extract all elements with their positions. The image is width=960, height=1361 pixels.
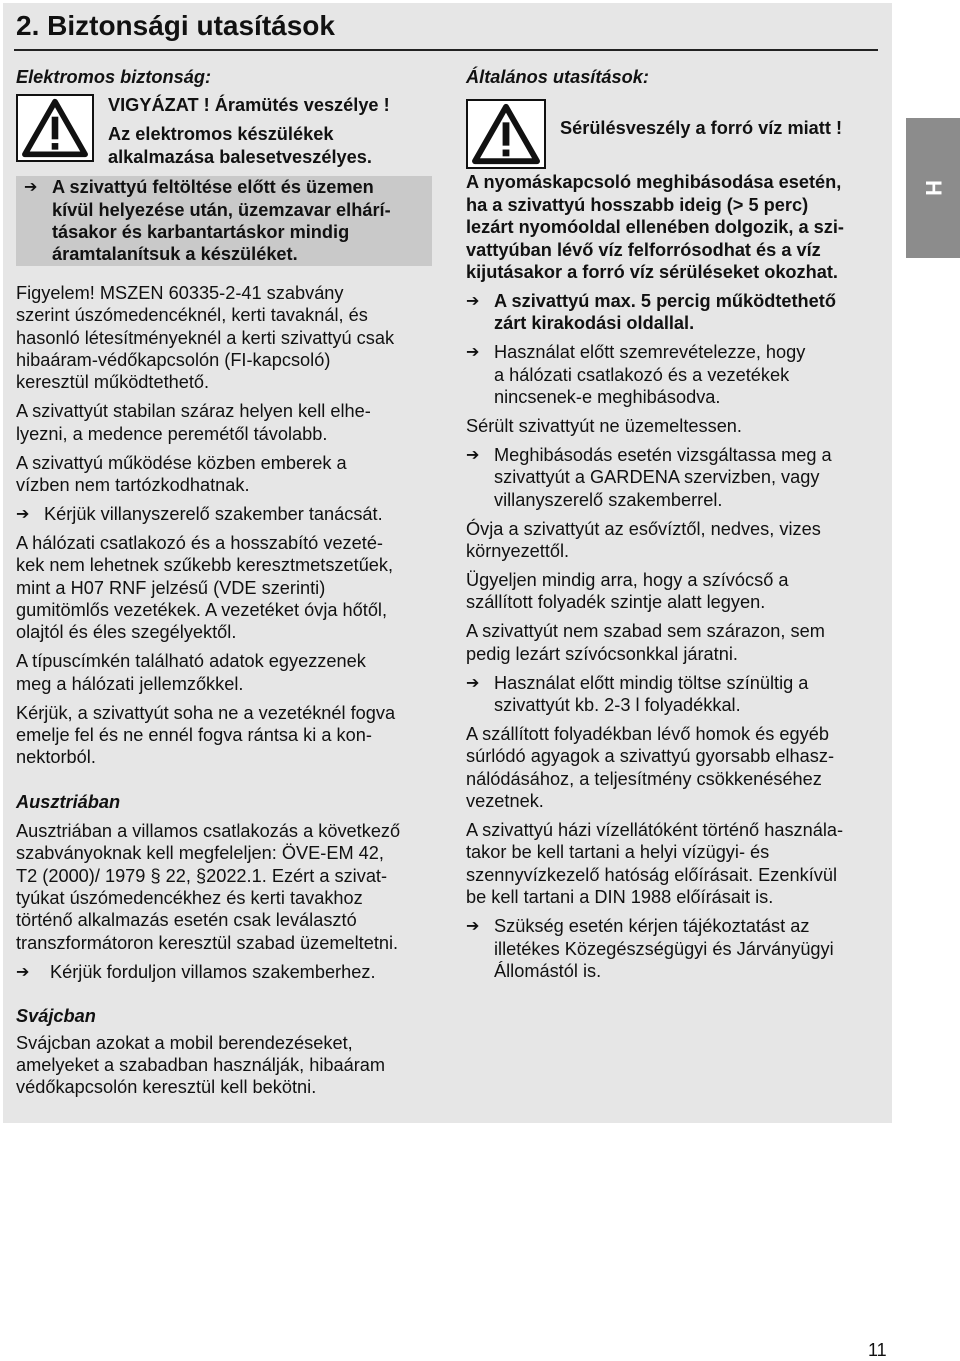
text-line: gumitömlős vezetékek. A vezetéket óvja hőtől,: [16, 600, 388, 621]
text-line: Használat előtt szemrevételezze, hogy: [494, 342, 806, 363]
text-line: kijutásakor a forró víz sérüléseket okozhat.: [466, 262, 838, 283]
hot-water-warning: [466, 99, 878, 169]
text-line: takor be kell tartani a helyi vízügyi- és: [466, 842, 770, 863]
people-paragraph: [16, 452, 436, 497]
text-line: ha a szivattyú hosszabb ideig (> 5 perc): [466, 194, 809, 215]
text-line: emelje fel és ne ennél fogva rántsa ki a kon-: [16, 725, 372, 746]
text-line: szivattyút kb. 2-3 l folyadékkal.: [494, 694, 741, 715]
text-line: A szivattyú max. 5 percig működtethető: [494, 290, 836, 311]
warning-line: VIGYÁZAT ! Áramütés veszélye !: [108, 95, 390, 116]
text-line: nincsenek-e meghibásodva.: [494, 387, 721, 408]
text-line: vattyúban lévő víz felforrósodhat és a víz: [466, 239, 821, 260]
warning-line: alkalmazása balesetveszélyes.: [108, 146, 372, 167]
electric-warning-text: [108, 94, 390, 168]
language-tab-label: H: [920, 180, 946, 196]
text-line: pedig lezárt szívócsonkkal járatni.: [466, 643, 738, 664]
text-line: transzformátoron keresztül szabad üzemeltetni.: [16, 932, 399, 953]
text-line: történő alkalmazás esetén csak leválasztó: [16, 910, 357, 931]
text-line: amelyeket a szabadban használják, hibaáram: [16, 1054, 386, 1075]
text-line: lezárt nyomóoldal ellenében dolgozik, a szi-: [466, 217, 844, 238]
text-line: A szivattyú feltöltése előtt és üzemen: [52, 177, 374, 198]
text-line: szállított folyadék szintje alatt legyen.: [466, 592, 766, 613]
damaged-pump-paragraph: Sérült szivattyút ne üzemeltessen.: [466, 415, 742, 436]
text-line: A szivattyú működése közben emberek a: [16, 452, 347, 473]
text-line: áramtalanítsuk a készüléket.: [52, 244, 298, 265]
text-line: Ügyeljen mindig arra, hogy a szívócső a: [466, 569, 789, 590]
text-line: A nyomáskapcsoló meghibásodása esetén,: [466, 172, 842, 193]
text-line: hibaáram-védőkapcsolón (FI-kapcsoló): [16, 349, 331, 370]
hot-water-warning-text: Sérülésveszély a forró víz miatt !: [560, 118, 843, 139]
left-column: [16, 66, 436, 1099]
arrow-icon: ➔: [466, 342, 480, 362]
service-instruction: [466, 444, 878, 511]
text-line: A szivattyút stabilan száraz helyen kell elhe-: [16, 401, 371, 422]
pressure-switch-paragraph: [466, 171, 878, 283]
text-line: zárt kirakodási oldallal.: [494, 313, 695, 334]
arrow-icon: ➔: [16, 503, 30, 523]
austria-advice: [16, 961, 436, 983]
electrical-safety-heading: Elektromos biztonság:: [16, 67, 212, 87]
text-line: Meghibásodás esetén vizsgáltassa meg a: [494, 444, 832, 465]
text-line: hasonló létesítményeknél a kerti szivattyú csak: [16, 327, 395, 348]
cable-paragraph: [16, 532, 436, 644]
text-line: vezetnek.: [466, 791, 544, 812]
switzerland-heading: Svájcban: [16, 1006, 96, 1027]
text-line: keresztül működtethető.: [16, 372, 210, 393]
health-authority-instruction: [466, 915, 878, 982]
arrow-icon: ➔: [24, 177, 38, 197]
max-runtime-instruction: [466, 290, 878, 335]
title-divider: [14, 49, 878, 51]
text-line: szerint úszómedencéknél, kerti tavaknál, és: [16, 305, 368, 326]
text-line: szivattyút a GARDENA szervizben, vagy: [494, 467, 820, 488]
arrow-icon: ➔: [16, 961, 30, 981]
text-line: tásakor és karbantartáskor mindig: [52, 221, 350, 242]
right-column: [466, 66, 878, 982]
warning-triangle-icon: [466, 99, 546, 169]
text-line: vízben nem tartózkodhatnak.: [16, 475, 250, 495]
text-line: be kell tartani a DIN 1988 előírásait is.: [466, 887, 774, 908]
text-line: szennyvízkezelő hatóság előírásait. Ezenkívül: [466, 864, 838, 885]
warning-line: Az elektromos készülékek: [108, 124, 334, 145]
dry-run-paragraph: [466, 620, 878, 665]
text-line: súrlódó agyagok a szivattyú gyorsabb elhasz-: [466, 746, 834, 767]
text-line: védőkapcsolón keresztül kell bekötni.: [16, 1077, 317, 1098]
text-line: mint a H07 RNF jelzésű (VDE szerinti): [16, 577, 326, 598]
text-line: meg a hálózati jellemzőkkel.: [16, 673, 244, 694]
priming-instruction: [466, 672, 878, 717]
austria-heading: Ausztriában: [16, 791, 121, 812]
disconnect-instruction: [16, 176, 432, 266]
arrow-icon: ➔: [466, 672, 480, 692]
page-number: 11: [868, 1340, 887, 1360]
text-line: Svájcban azokat a mobil berendezéseket,: [16, 1032, 353, 1053]
text-line: Kérjük villanyszerelő szakember tanácsát.: [44, 503, 383, 524]
page-title: 2. Biztonsági utasítások: [16, 10, 335, 41]
warning-triangle-icon: [16, 94, 94, 162]
text-line: illetékes Közegészségügyi és Járványügyi: [494, 938, 834, 959]
sand-wear-paragraph: [466, 723, 878, 813]
text-line: A szivattyút nem szabad sem szárazon, sem: [466, 621, 825, 642]
text-line: kívül helyezése után, üzemzavar elhárí-: [52, 199, 391, 220]
text-line: nálódásához, a teljesítmény csökkenéséhez: [466, 768, 822, 789]
lifting-paragraph: [16, 702, 436, 769]
text-line: A típuscímkén található adatok egyezzenek: [16, 651, 366, 672]
text-line: A szivattyú házi vízellátóként történő használa-: [466, 819, 844, 840]
fi-switch-paragraph: [16, 282, 436, 394]
text-line: A szállított folyadékban lévő homok és egyéb: [466, 723, 829, 744]
domestic-water-paragraph: [466, 819, 878, 909]
text-line: Ausztriában a villamos csatlakozás a következő: [16, 820, 401, 841]
text-line: kek nem lehetnek szűkebb keresztmetszetűek,: [16, 555, 394, 576]
text-line: nektorból.: [16, 747, 96, 768]
arrow-icon: ➔: [466, 290, 480, 310]
arrow-icon: ➔: [466, 916, 480, 936]
text-line: szabványoknak kell megfeleljen: ÖVE-EM 42,: [16, 843, 384, 864]
switzerland-paragraph: [16, 1032, 436, 1099]
text-line: villanyszerelő szakemberrel.: [494, 489, 723, 510]
text-line: környezettől.: [466, 541, 570, 561]
electrician-advice: [16, 503, 436, 525]
text-line: Használat előtt mindig töltse színültig a: [494, 672, 809, 693]
language-tab: [906, 118, 960, 258]
electric-warning: [16, 94, 436, 168]
text-line: lyezni, a medence peremétől távolabb.: [16, 423, 328, 444]
text-line: A hálózati csatlakozó és a hosszabító vezeté-: [16, 532, 383, 553]
text-line: Kérjük forduljon villamos szakemberhez.: [50, 961, 376, 982]
text-line: Óvja a szivattyút az esővíztől, nedves, vizes: [466, 518, 821, 539]
text-line: tyúkat úszómedencékhez és kerti tavakhoz: [16, 888, 363, 908]
placement-paragraph: [16, 400, 436, 445]
arrow-icon: ➔: [466, 444, 480, 464]
rain-protection-paragraph: [466, 518, 878, 563]
text-line: olajtól és éles szegélyektől.: [16, 622, 237, 643]
suction-pipe-paragraph: [466, 569, 878, 614]
rating-plate-paragraph: [16, 650, 436, 695]
austria-paragraph: [16, 820, 436, 954]
text-line: Figyelem! MSZEN 60335-2-41 szabvány: [16, 282, 344, 303]
text-line: a hálózati csatlakozó és a vezetékek: [494, 364, 790, 385]
text-line: Szükség esetén kérjen tájékoztatást az: [494, 916, 810, 937]
inspection-instruction: [466, 341, 878, 408]
general-instructions-heading: Általános utasítások:: [466, 67, 649, 87]
text-line: Állomástól is.: [494, 960, 602, 981]
text-line: T2 (2000)/ 1979 § 22, §2022.1. Ezért a szivat-: [16, 865, 388, 886]
text-line: Kérjük, a szivattyút soha ne a vezetéknél fogva: [16, 702, 396, 723]
